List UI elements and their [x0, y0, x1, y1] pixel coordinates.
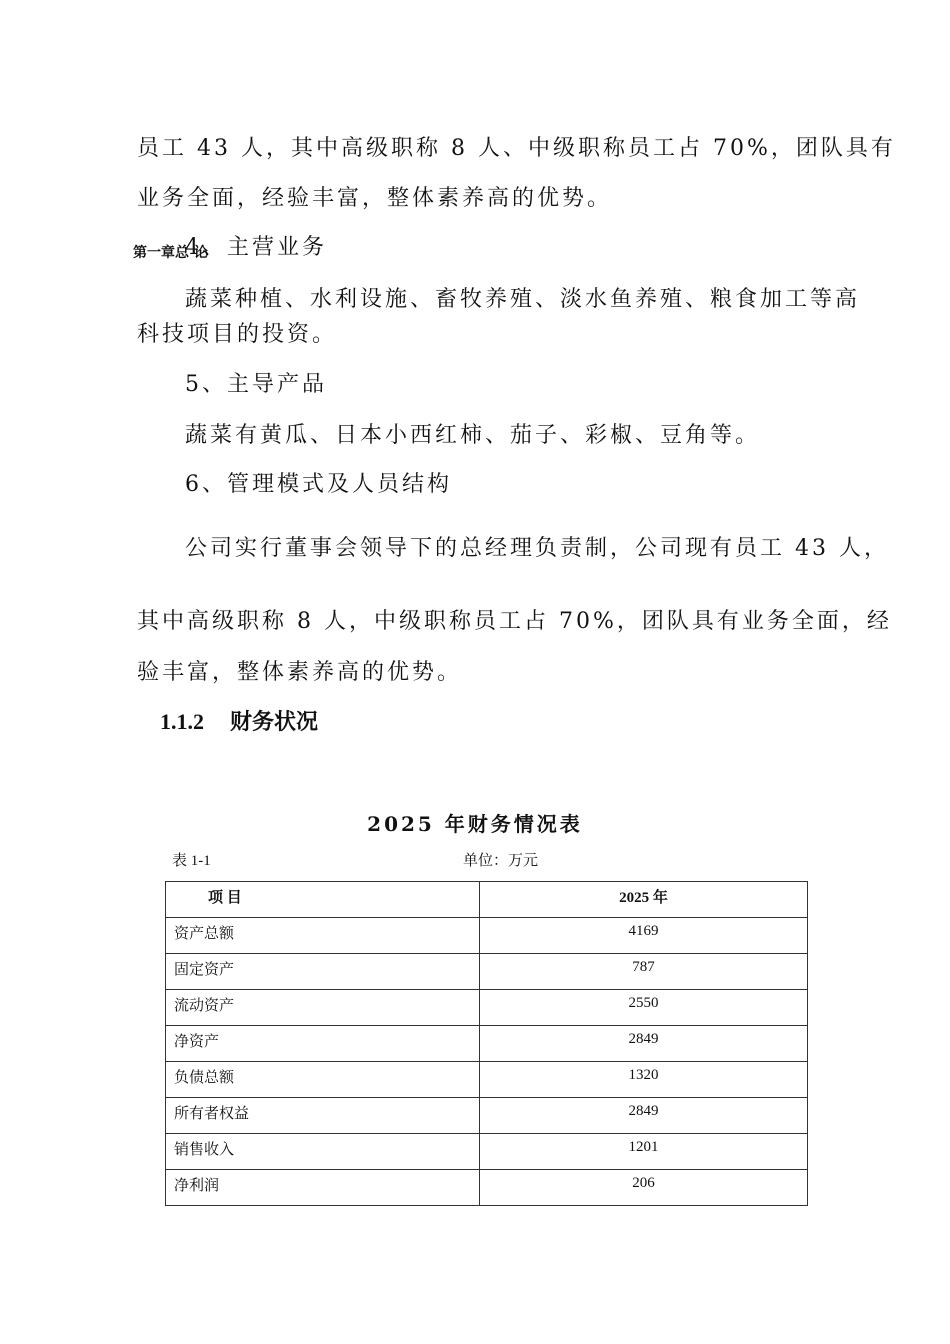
- section-title: 财务状况: [230, 709, 319, 734]
- row-item: 负债总额: [166, 1062, 480, 1098]
- table-row: [166, 1026, 808, 1062]
- row-item: 销售收入: [166, 1134, 480, 1170]
- table-unit: 单位：万元: [463, 851, 539, 869]
- row-value: 1201: [480, 1134, 808, 1170]
- heading-main-business: 4、主营业务: [185, 235, 327, 260]
- row-value: 787: [480, 954, 808, 990]
- financial-table: [165, 881, 808, 1206]
- header-year: 2025 年: [480, 882, 808, 918]
- table-row: [166, 1134, 808, 1170]
- paragraph-management-line-2: 其中高级职称 8 人，中级职称员工占 70%，团队具有业务全面，经: [137, 609, 892, 634]
- heading-main-products: 5、主导产品: [185, 372, 327, 397]
- row-item: 净利润: [166, 1170, 480, 1206]
- table-row: [166, 990, 808, 1026]
- paragraph-business-line-1: 蔬菜种植、水利设施、畜牧养殖、淡水鱼养殖、粮食加工等高: [185, 287, 861, 312]
- section-heading-financial: [160, 706, 318, 738]
- row-value: 2849: [480, 1098, 808, 1134]
- section-number: 1.1.2: [160, 709, 204, 734]
- table-row: [166, 1098, 808, 1134]
- paragraph-staff-line-1: 员工 43 人，其中高级职称 8 人、中级职称员工占 70%，团队具有: [137, 136, 896, 161]
- row-item: 资产总额: [166, 918, 480, 954]
- table-label: 表 1-1: [172, 853, 211, 869]
- row-value: 2849: [480, 1026, 808, 1062]
- chapter-heading-prefix: 第一章总 论: [133, 245, 208, 261]
- table-row: [166, 918, 808, 954]
- row-value: 206: [480, 1170, 808, 1206]
- table-row: [166, 1170, 808, 1206]
- table-header-row: [166, 882, 808, 918]
- row-value: 4169: [480, 918, 808, 954]
- table-title: 2025 年财务情况表: [367, 812, 583, 836]
- paragraph-staff-line-2: 业务全面，经验丰富，整体素养高的优势。: [137, 186, 613, 211]
- header-item: 项 目: [166, 882, 480, 918]
- paragraph-management-line-1: 公司实行董事会领导下的总经理负责制，公司现有员工 43 人，: [185, 536, 889, 561]
- row-item: 流动资产: [166, 990, 480, 1026]
- table-row: [166, 954, 808, 990]
- paragraph-management-line-3: 验丰富，整体素养高的优势。: [137, 660, 463, 685]
- row-value: 1320: [480, 1062, 808, 1098]
- row-item: 所有者权益: [166, 1098, 480, 1134]
- paragraph-business-line-2: 科技项目的投资。: [137, 322, 338, 347]
- row-item: 固定资产: [166, 954, 480, 990]
- paragraph-products: 蔬菜有黄瓜、日本小西红柿、茄子、彩椒、豆角等。: [185, 423, 761, 448]
- row-value: 2550: [480, 990, 808, 1026]
- heading-management: 6、管理模式及人员结构: [185, 472, 452, 497]
- table-row: [166, 1062, 808, 1098]
- row-item: 净资产: [166, 1026, 480, 1062]
